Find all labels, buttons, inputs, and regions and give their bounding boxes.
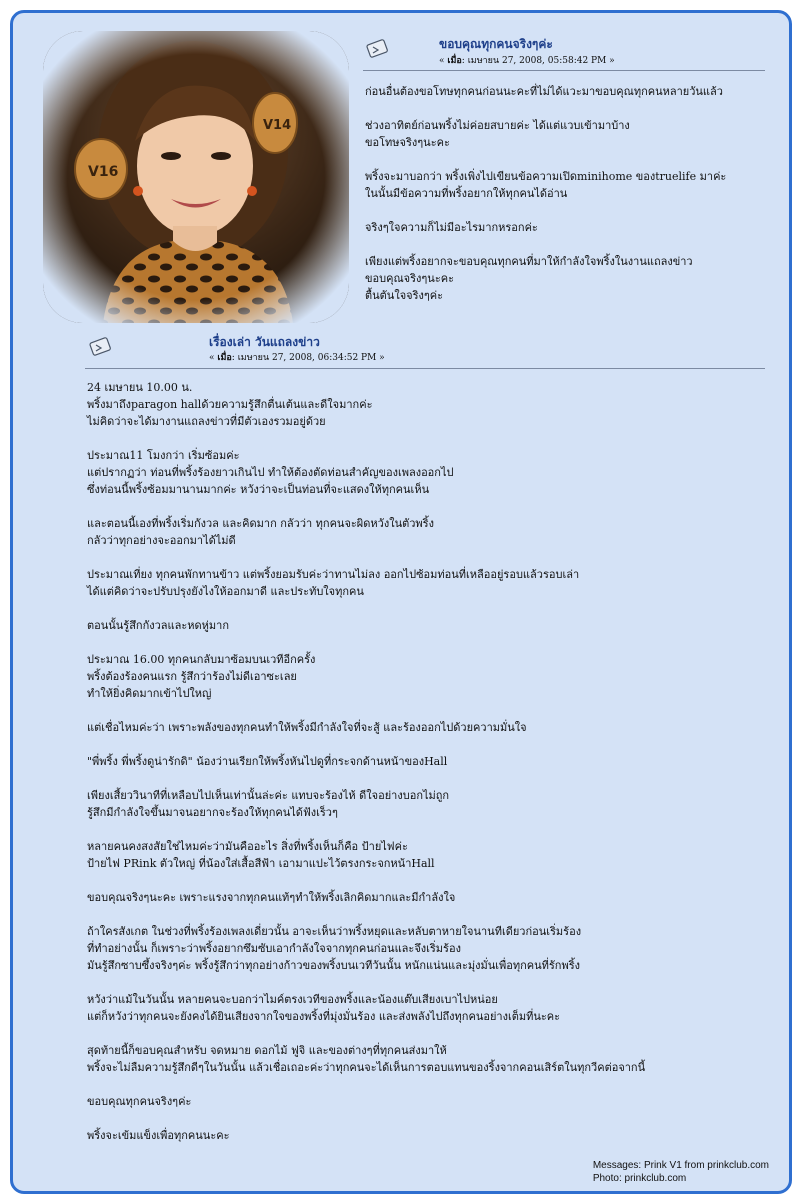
message-card (10, 10, 792, 1194)
post-title[interactable]: ขอบคุณทุกคนจริงๆค่ะ (439, 37, 553, 51)
post-body: 24 เมษายน 10.00 น. พริ้งมาถึงparagon hallด้วยความรู้สึกตื่นเต้นและดีใจมากค่ะ ไม่คิดว่าจะได้มางานแถลงข่าวที่มีตัวเองรวมอยู่ด้วย ประมาณ11 โมงกว่า เริ่มซ้อมค่ะ แต่ปรากฏว่า ท่อนที่พริ้งร้องยาวเกินไป ทำให้ต้องตัดท่อนสำคัญของเพลงออกไป ซึ่งท่อนนี้พริ้งซ้อมมานานมากค่ะ หวังว่าจะเป็นท่อนที่จะแสดงให้ทุกคนเห็น และตอนนี้เองที่พริ้งเริ่มกังวล และคิดมาก กลัวว่า ทุกคนจะผิดหวังในตัวพริ้ง กลัวว่าทุกอย่างจะออกมาได้ไม่ดี ประมาณเที่ยง ทุกคนพักทานข้าว แต่พริ้งยอมรับค่ะว่าทานไม่ลง ออกไปซ้อมท่อนที่เหลืออยู่รอบแล้วรอบเล่า ได้แต่คิดว่าจะปรับปรุงยังไงให้ออกมาดี และประทับใจทุกคน ตอนนั้นรู้สึกกังวลและหดหู่มาก ประมาณ 16.00 ทุกคนกลับมาซ้อมบนเวทีอีกครั้ง พริ้งต้องร้องคนแรก รู้สึกว่าร้องไม่ดีเอาซะเลย ทำให้ยิ่งคิดมากเข้าไปใหญ่ แต่เชื่อไหมค่ะว่า เพราะพลังของทุกคนทำให้พริ้งมีกำลังใจที่จะสู้ และร้องออกไปด้วยความมั่นใจ "พี่พริ้ง พี่พริ้งดูน่ารักดิ" น้องว่านเรียกให้พริ้งหันไปดูที่กระจกด้านหน้าของHall เพียงเสี้ยววินาทีที่เหลือบไปเห็นเท่านั้นล่ะค่ะ แทบจะร้องไห้ ดีใจอย่างบอกไม่ถูก รู้สึกมีกำลังใจขึ้นมาจนอยากจะร้องให้ทุกคนได้ฟังเร็วๆ หลายคนคงสงสัยใช่ไหมค่ะว่ามันคืออะไร สิ่งที่พริ้งเห็นก็คือ ป้ายไฟค่ะ ป้ายไฟ PRink ตัวใหญ่ ที่น้องใส่เสื้อสีฟ้า เอามาแปะไว้ตรงกระจกหน้าHall ขอบคุณจริงๆนะคะ เพราะแรงจากทุกคนแท้ๆทำให้พริ้งเลิกคิดมากและมีกำลังใจ ถ้าใครสังเกต ในช่วงที่พริ้งร้องเพลงเดี่ยวนั้น อาจะเห็นว่าพริ้งหยุดและหลับตาหายใจนานทีเดียวก่อนเริ่มร้อง ที่ทำอย่างนั้น ก็เพราะว่าพริ้งอยากซึมซับเอากำลังใจจากทุกคนก่อนและจึงเริ่มร้อง มันรู้สึกซาบซึ้งจริงๆค่ะ พริ้งรู้สึกว่าทุกอย่างก้าวของพริ้งบนเวทีวันนั้น หนักแน่นและมุ่งมั่นเพื่อทุกคนที่รักพริ้ง หวังว่าแม้ในวันนั้น หลายคนจะบอกว่าไมค์ตรงเวทีของพริ้งและน้องแต๊บเสียงเบาไปหน่อย แต่ก็หวังว่าทุกคนจะยังคงได้ยินเสียงจากใจของพริ้งที่มุ่งมั่นร้อง และส่งพลังไปถึงทุกคนอย่างเต็มที่นะคะ สุดท้ายนี้ก็ขอบคุณสำหรับ จดหมาย ดอกไม้ ฟูจิ และของต่างๆที่ทุกคนส่งมาให้ พริ้งจะไม่ลืมความรู้สึกดีๆในวันนั้น แล้วเชื่อเถอะค่ะว่าทุกคนจะได้เห็นการตอบแทนของริ้งจากคอนเสิร์ตในทุกวีคต่อจากนี้ ขอบคุณทุกคนจริงๆค่ะ พริ้งจะเข้มแข็งเพื่อทุกคนนะคะ (87, 381, 646, 1142)
divider (363, 70, 765, 71)
divider (85, 368, 765, 369)
photo-image (43, 31, 349, 323)
post-meta: « เมื่อ: เมษายน 27, 2008, 06:34:52 PM » (209, 353, 385, 363)
post-icon (366, 39, 392, 59)
post-body: ก่อนอื่นต้องขอโทษทุกคนก่อนนะคะที่ไม่ได้แวะมาขอบคุณทุกคนหลายวันแล้ว ช่วงอาทิตย์ก่อนพริ้งไม่ค่อยสบายค่ะ ได้แต่แวบเข้ามาบ้าง ขอโทษจริงๆนะคะ พริ้งจะมาบอกว่า พริ้งเพิ่งไปเขียนข้อความเปิดminihome ของtruelife มาค่ะ ในนั้นมีข้อความที่พริ้งอยากให้ทุกคนได้อ่าน จริงๆใจความก็ไม่มีอะไรมากหรอกค่ะ เพียงแต่พริ้งอยากจะขอบคุณทุกคนที่มาให้กำลังใจพริ้งในงานแถลงข่าว ขอบคุณจริงๆนะคะ ตื้นตันใจจริงๆค่ะ (365, 85, 727, 302)
post-icon (89, 337, 115, 357)
credits-photo: Photo: prinkclub.com (592, 1173, 687, 1184)
credits-messages: Messages: Prink V1 from prinkclub.com (592, 1160, 769, 1171)
post-meta: « เมื่อ: เมษายน 27, 2008, 05:58:42 PM » (439, 56, 615, 66)
post-title[interactable]: เรื่องเล่า วันแถลงข่าว (209, 335, 320, 349)
profile-photo (43, 31, 349, 323)
credits (593, 1159, 769, 1185)
